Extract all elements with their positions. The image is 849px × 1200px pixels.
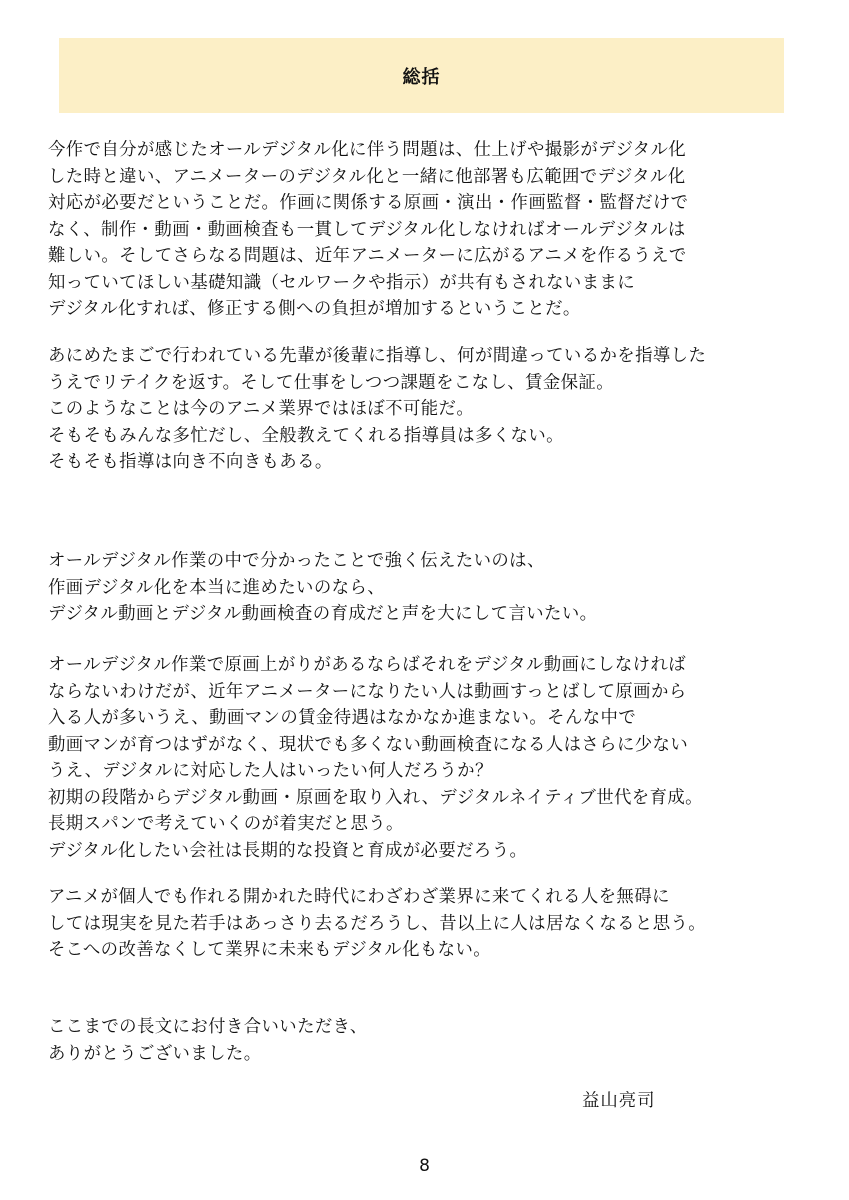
text-line: そこへの改善なくして業界に未来もデジタル化もない。 <box>48 940 492 960</box>
text-line: オールデジタル作業の中で分かったことで強く伝えたいのは、 <box>48 551 545 571</box>
text-line: ならないわけだが、近年アニメーターになりたい人は動画すっとばして原画から <box>48 681 687 702</box>
text-line: デジタル動画とデジタル動画検査の育成だと声を大にして言いたい。 <box>48 604 598 624</box>
paragraph-douga-training <box>48 652 800 864</box>
text-line: 長期スパンで考えていくのが着実だと思う。 <box>48 814 404 834</box>
text-line: そもそも指導は向き不向きもある。 <box>48 452 333 472</box>
text-line: 知っていてほしい基礎知識（セルワークや指示）が共有もされないままに <box>48 272 636 293</box>
text-line: あにめたまごで行われている先輩が後輩に指導し、何が間違っているかを指導した <box>48 346 707 366</box>
page-number: 8 <box>419 1156 430 1176</box>
page-title: 総括 <box>402 66 441 88</box>
text-line: 今作で自分が感じたオールデジタル化に伴う問題は、仕上げや撮影がデジタル化 <box>48 140 687 160</box>
text-line: 難しい。そしてさらなる問題は、近年アニメーターに広がるアニメを作るうえで <box>48 246 687 266</box>
text-line: 入る人が多いうえ、動画マンの賃金待遇はなかなか進まない。そんな中で <box>48 708 637 728</box>
text-line: 作画デジタル化を本当に進めたいのなら、 <box>48 577 385 598</box>
text-line: 動画マンが育つはずがなく、現状でも多くない動画検査になる人はさらに少ない <box>48 734 689 755</box>
text-line: そもそもみんな多忙だし、全般教えてくれる指導員は多くない。 <box>48 425 564 446</box>
text-line: 対応が必要だということだ。作画に関係する原画・演出・作画監督・監督だけで <box>48 193 689 213</box>
text-line: デジタル化すれば、修正する側への負担が増加するということだ。 <box>48 299 581 319</box>
text-line: ありがとうございました。 <box>48 1043 262 1064</box>
text-line: デジタル化したい会社は長期的な投資と育成が必要だろう。 <box>48 840 528 861</box>
text-line: うえ、デジタルに対応した人はいったい何人だろうか？ <box>48 761 493 781</box>
text-line: オールデジタル作業で原画上がりがあるならばそれをデジタル動画にしなければ <box>48 655 687 675</box>
text-line: このようなことは今のアニメ業界ではほぼ不可能だ。 <box>48 399 475 419</box>
text-line: ここまでの長文にお付き合いいただき、 <box>48 1017 368 1037</box>
text-line: うえでリテイクを返す。そして仕事をしつつ課題をこなし、賃金保証。 <box>48 372 614 393</box>
paragraph-strong-message <box>48 548 800 628</box>
paragraph-industry-future <box>48 884 800 964</box>
paragraph-closing-thanks <box>48 1014 800 1067</box>
text-line: アニメが個人でも作れる開かれた時代にわざわざ業界に来てくれる人を無碍に <box>48 887 670 907</box>
author-signature: 益山亮司 <box>582 1091 656 1111</box>
paragraph-anime-tamago <box>48 343 800 476</box>
text-line: なく、制作・動画・動画検査も一貫してデジタル化しなければオールデジタルは <box>48 219 686 240</box>
text-line: 初期の段階からデジタル動画・原画を取り入れ、デジタルネイティブ世代を育成。 <box>48 787 703 808</box>
summary-header-band <box>59 38 784 113</box>
paragraph-digital-problems <box>48 137 800 323</box>
text-line: した時と違い、アニメーターのデジタル化と一緒に他部署も広範囲でデジタル化 <box>48 166 686 187</box>
text-line: しては現実を見た若手はあっさり去るだろうし、昔以上に人は居なくなると思う。 <box>48 913 707 934</box>
